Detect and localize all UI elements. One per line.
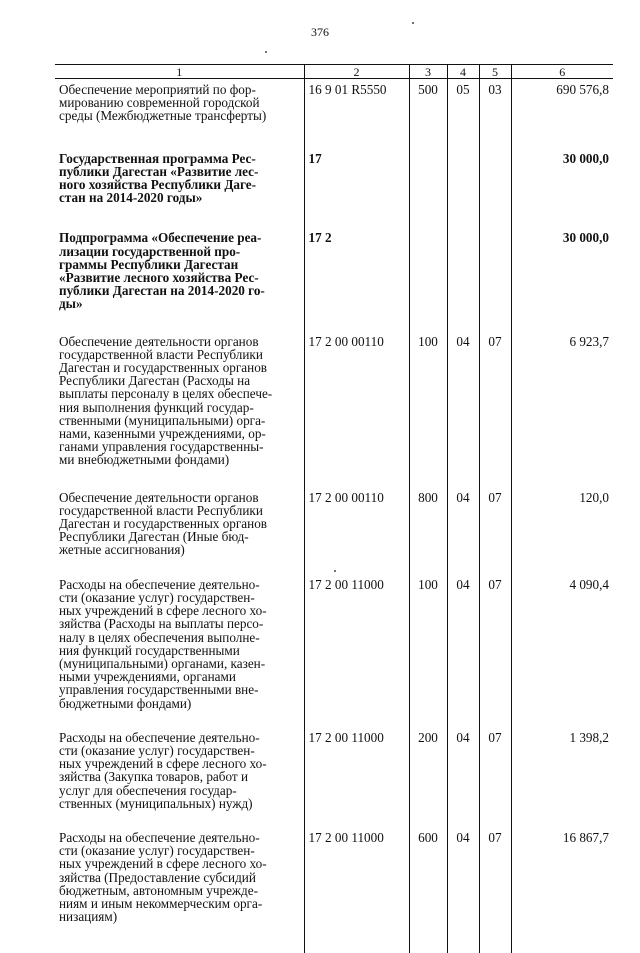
row-description: Расходы на обеспечение деятельно- сти (оказание услуг) государствен- ных учреждений в сфере лесного хо- зяйства (Расходы на выплаты персо- налу в целях обеспечения выполне- ния функций государственными (муниципальными) органами, казен- ными учреждениями, органами управления государственными вне- бюджетными фондами) [59,576,267,711]
row-subsection: 03 [479,79,511,144]
column-header-1: 1 [55,65,304,79]
row-section [447,222,479,330]
row-description: Обеспечение мероприятий по фор- мированию современной городской среды (Межбюджетные трансферты) [59,82,267,124]
table-row [55,728,613,828]
row-description: Обеспечение деятельности органов государственной власти Республики Дагестан и государственных органов Республики Дагестан (Расходы на выплаты персоналу в целях обеспече- ния выполнения функций государ- ственными (муниципальными) орга- нами, казенными учреждениями, ор- ганами управления государственны- ми внебюджетными фондами) [59,333,273,468]
row-amount: 690 576,8 [511,79,613,144]
row-amount: 30 000,0 [511,222,613,330]
row-expense-type: 100 [409,331,447,487]
row-expense-type: 100 [409,575,447,728]
row-subsection: 07 [479,575,511,728]
row-code: 17 2 [304,222,409,330]
table-row [55,331,613,487]
row-code: 17 2 00 11000 [304,728,409,828]
row-section: 04 [447,331,479,487]
table-row [55,828,613,953]
row-amount: 30 000,0 [511,144,613,223]
row-expense-type: 200 [409,728,447,828]
row-section: 04 [447,828,479,953]
row-expense-type [409,222,447,330]
row-code: 16 9 01 R5550 [304,79,409,144]
row-code: 17 2 00 11000 [304,575,409,728]
row-subsection: 07 [479,828,511,953]
row-expense-type: 800 [409,487,447,575]
row-amount: 16 867,7 [511,828,613,953]
row-amount: 4 090,4 [511,575,613,728]
row-code: 17 2 00 00110 [304,487,409,575]
row-expense-type: 500 [409,79,447,144]
table-row [55,487,613,575]
column-header-6: 6 [511,65,613,79]
row-description: Расходы на обеспечение деятельно- сти (оказание услуг) государствен- ных учреждений в сфере лесного хо- зяйства (Закупка товаров, работ и услуг для обеспечения государ- ственных (муниципальных) нужд) [59,729,267,811]
table-row [55,79,613,144]
column-header-2: 2 [304,65,409,79]
row-subsection [479,144,511,223]
row-amount: 120,0 [511,487,613,575]
row-section: 04 [447,487,479,575]
budget-table [55,64,613,953]
row-code: 17 [304,144,409,223]
scan-speck [265,51,267,53]
row-section: 04 [447,575,479,728]
row-code: 17 2 00 11000 [304,828,409,953]
row-expense-type: 600 [409,828,447,953]
row-section: 05 [447,79,479,144]
row-description: Государственная программа Рес- публики Дагестан «Развитие лес- ного хозяйства Республики Даге- стан на 2014-2020 годы» [59,150,259,206]
row-description: Подпрограмма «Обеспечение реа- лизации государственной про- граммы Республики Дагестан «Развитие лесного хозяйства Рес- публики Дагестан на 2014-2020 го- ды» [59,230,265,312]
scan-speck [412,22,414,24]
row-amount: 6 923,7 [511,331,613,487]
row-amount: 1 398,2 [511,728,613,828]
row-subsection [479,222,511,330]
column-header-3: 3 [409,65,447,79]
row-section [447,144,479,223]
page-number: 376 [311,25,329,39]
table-row [55,222,613,330]
row-subsection: 07 [479,728,511,828]
table-row [55,144,613,223]
row-subsection: 07 [479,331,511,487]
row-code: 17 2 00 00110 [304,331,409,487]
row-expense-type [409,144,447,223]
row-description: Обеспечение деятельности органов государственной власти Республики Дагестан и государственных органов Республики Дагестан (Иные бюд- жетные ассигнования) [59,489,268,558]
table-row [55,575,613,728]
row-subsection: 07 [479,487,511,575]
column-header-4: 4 [447,65,479,79]
row-section: 04 [447,728,479,828]
column-header-5: 5 [479,65,511,79]
table-header-row [55,65,613,79]
row-description: Расходы на обеспечение деятельно- сти (оказание услуг) государствен- ных учреждений в сфере лесного хо- зяйства (Предоставление субсидий бюджетным, автономным учрежде- ниям и иным некоммерческим орга- низациям) [59,829,267,925]
